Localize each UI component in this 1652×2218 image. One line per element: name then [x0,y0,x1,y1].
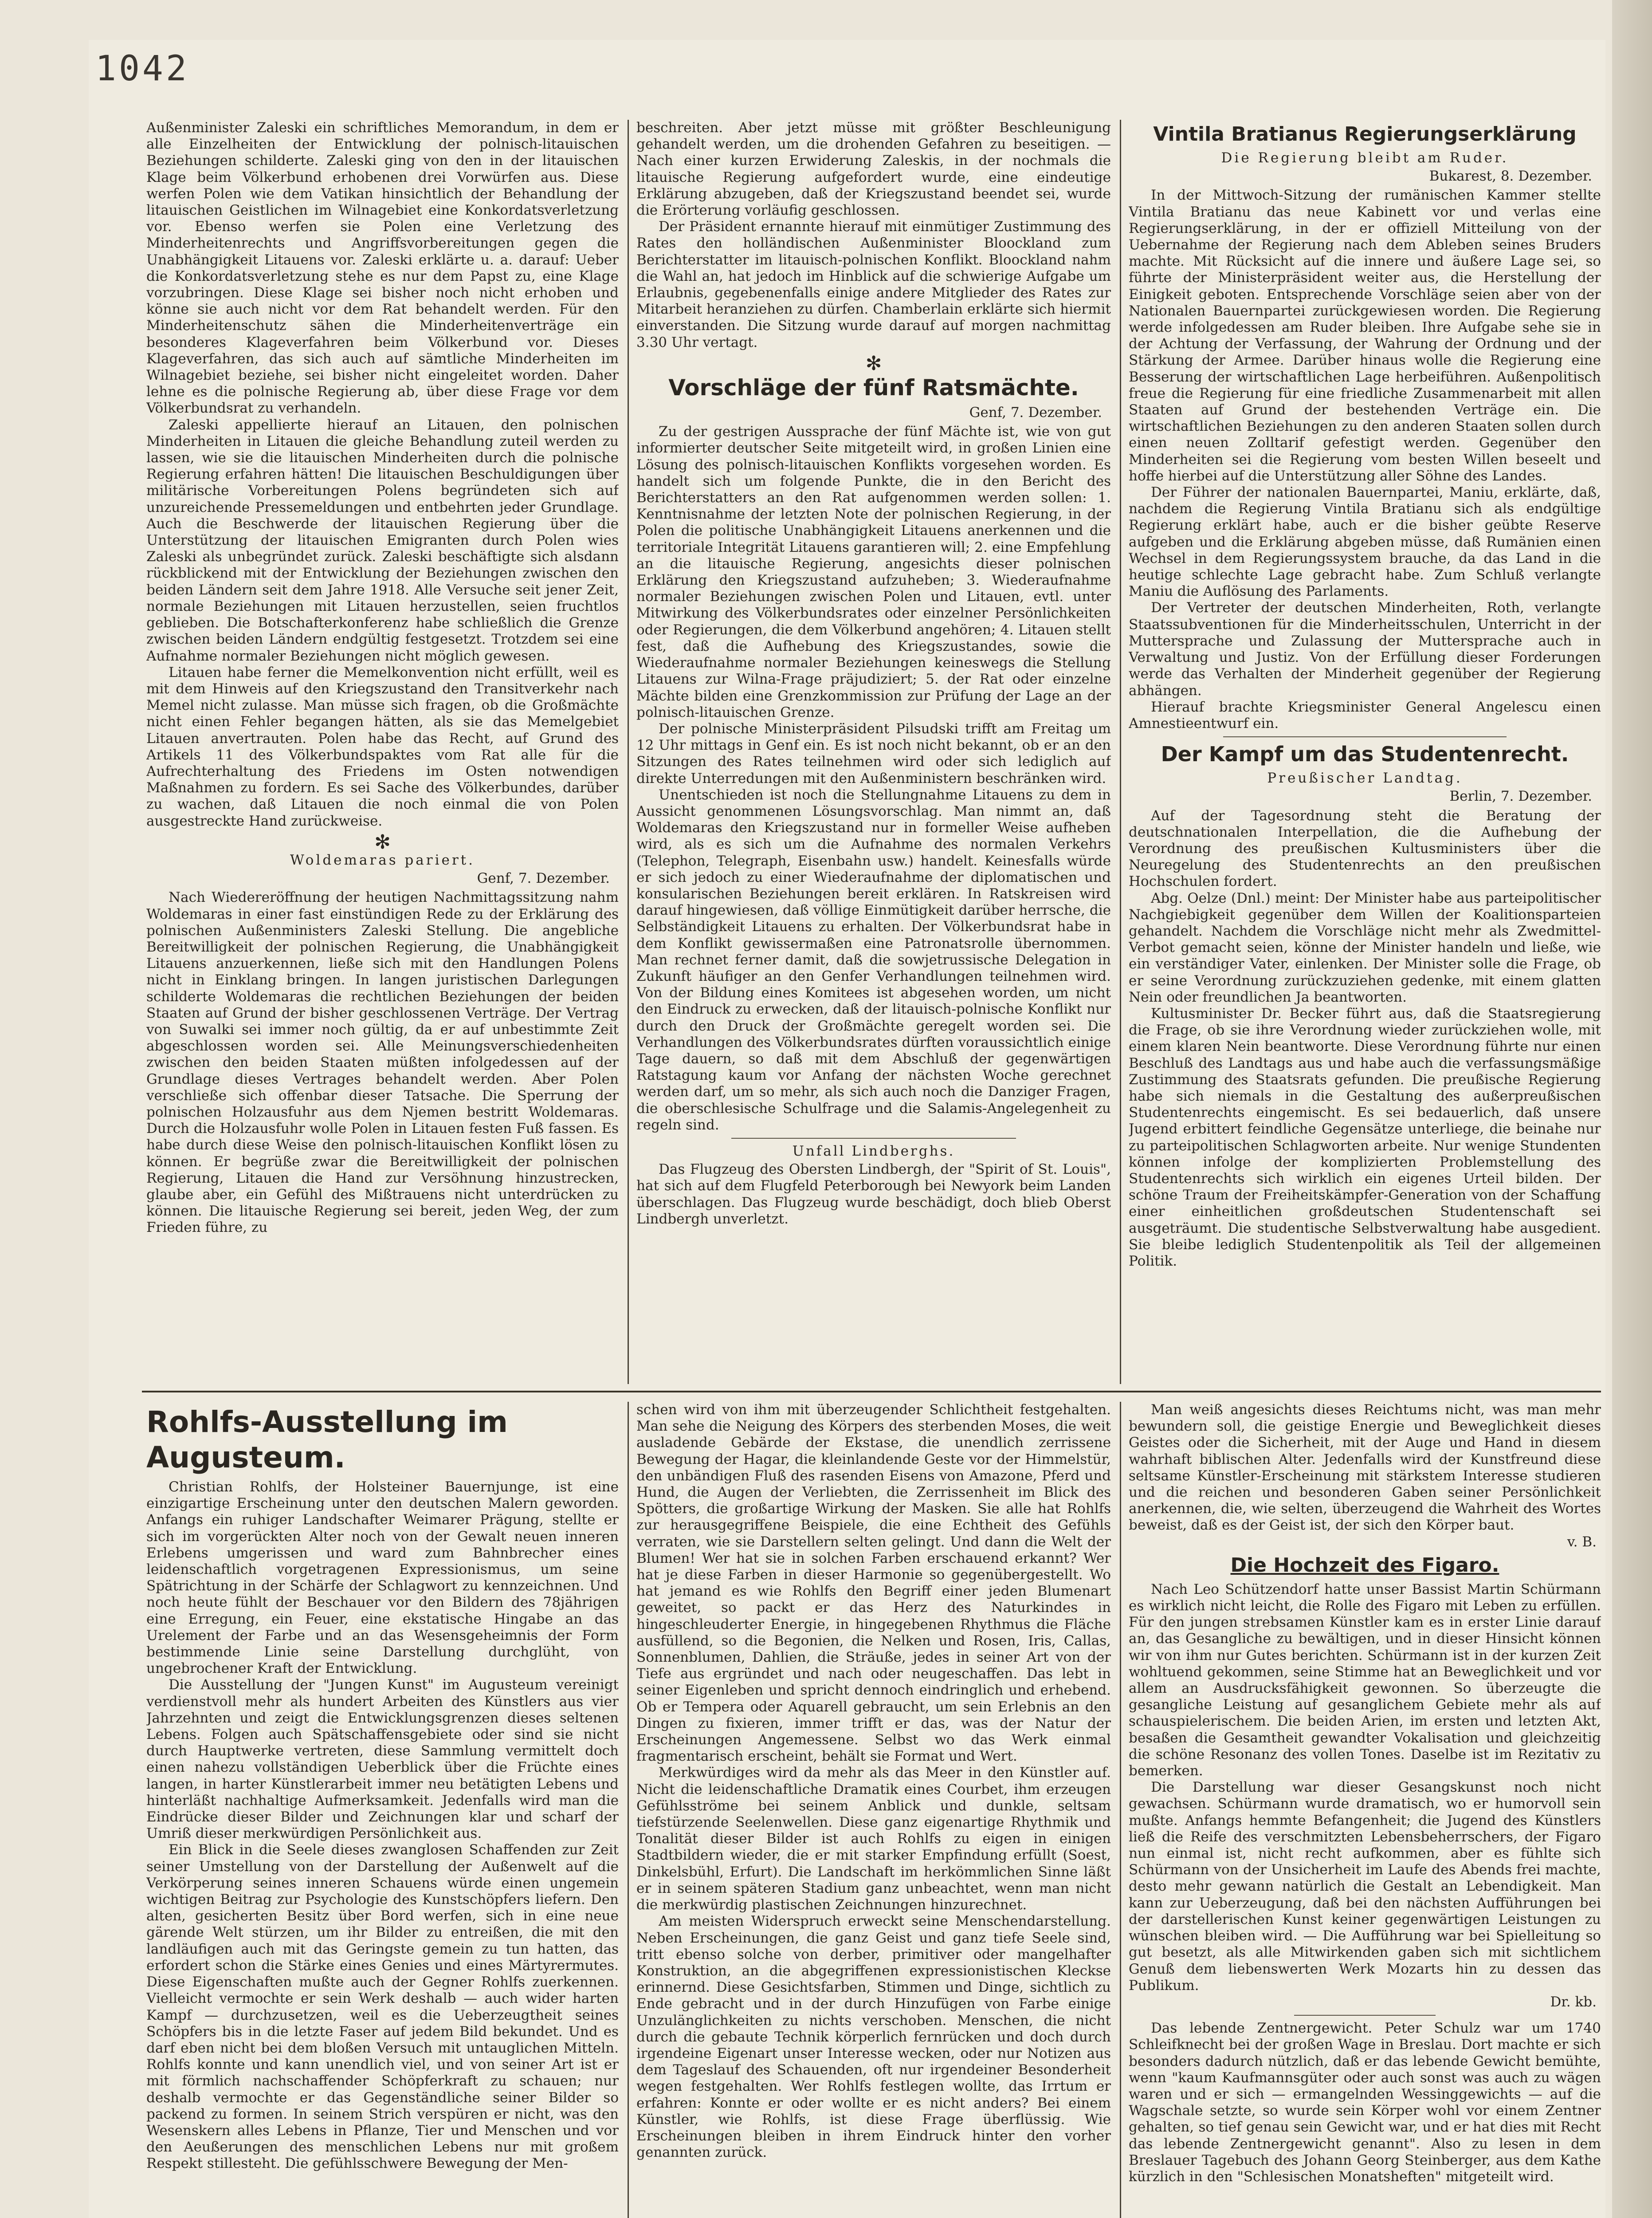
article-paragraph: In der Mittwoch-Sitzung der rumänischen Kammer stellte Vintila Bratianu das neue Kabinett vor und verlas eine Regierungserklärung, in der er offiziell Mitteilung von der Uebernahme der Regierung nach dem Ableben seines Bruders machte. Mit Rücksicht auf die innere und äußere Lage sei, so führte der Ministerpräsident weiter aus, die Herstellung der Einigkeit geboten. Entsprechende Vorschläge seien aber von der Nationalen Bauernpartei zurückgewiesen worden. Die Regierung werde infolgedessen am Ruder bleiben. Ihre Aufgabe sehe sie in der Achtung der Verfassung, der Wahrung der Ordnung und der Stärkung der Armee. Darüber hinaus wolle die Regierung eine Besserung der wirtschaftlichen Lage herbeiführen. Außenpolitisch freue die Regierung für eine friedliche Zusammenarbeit mit allen Staaten auf Grund der bestehenden Verträge ein. Die wirtschaftlichen Beziehungen zu den anderen Staaten sollen durch einen neuen Zolltarif gefestigt werden. Gegenüber den Minderheiten sei die Regierung vom besten Willen beseelt und hoffe hierbei auf die Unterstützung aller Söhne des Landes. [1129,187,1601,484]
page-edge [1612,0,1652,2218]
article-headline: Der Kampf um das Studentenrecht. [1161,742,1569,767]
separator [1294,2015,1436,2016]
article-headline: Vintila Bratianus Regierungserklärung [1153,123,1577,146]
article-paragraph: Zu der gestrigen Aussprache der fünf Mächte ist, wie von gut informierter deutscher Seite mitgeteilt wird, in großen Linien eine Lösung des polnisch-litauischen Konflikts vorgesehen worden. Es handelt sich um folgende Punkte, die in den Bericht des Berichterstatters an den Rat aufgenommen werden sollen: 1. Kenntnisnahme der letzten Note der polnischen Regierung, in der Polen die politische Unabhängigkeit Litauens anerkennen und die territoriale Integrität Litauens garantieren will; 2. eine Empfehlung an die litauische Regierung, angesichts dieser polnischen Erklärung den Kriegszustand aufzuheben; 3. Wiederaufnahme normaler Beziehungen zwischen Polen und Litauen, evtl. unter Mitwirkung des Völkerbundsrates oder einzelner Persönlichkeiten oder Regierungen, die dem Völkerbund angehören; 4. Litauen stellt fest, daß die Aufhebung des Kriegszustandes, sowie die Wiederaufnahme normaler Beziehungen keineswegs die Stellung Litauens zur Wilna-Frage präjudiziert; 5. der Rat oder einzelne Mächte bilden eine Grenzkommission zur Prüfung der Lage an der polnisch-litauischen Grenze. [636,424,1111,720]
subheading: Unfall Lindberghs. [792,1143,955,1159]
article-paragraph: Man weiß angesichts dieses Reichtums nicht, was man mehr bewundern soll, die geistige Energie und Beweglichkeit dieses Geistes oder die Sicherheit, mit der Auge und Hand in diesem wahrhaft biblischen Alter. Jedenfalls wird der Kunstfreund diese seltsame Künstler-Erscheinung mit stärkstem Interesse studieren und die reichen und besonderen Gaben seiner Persönlichkeit anerkennen, die, wie selten, überzeugend die Wahrheit des Wortes beweist, daß es der Geist ist, der sich den Körper baut. [1129,1402,1601,1534]
asterism-icon: ✻ [865,352,882,375]
article-paragraph: Der Vertreter der deutschen Minderheiten, Roth, verlangte Staatssubventionen für die Minderheitsschulen, Unterricht in der Muttersprache und Zulassung der Muttersprache auch in Verwaltung und Justiz. Von der Erfüllung dieser Forderungen werde das Verhalten der Minderheit gegenüber der Regierung abhängen. [1129,600,1601,699]
article-paragraph: schen wird von ihm mit überzeugender Schlichtheit festgehalten. Man sehe die Neigung des Körpers des sterbenden Moses, die weit ausladende Gebärde der Ekstase, die unendlich zerrissene Bewegung der Hagar, die kleinlandende Geste vor der Himmelstür, den unbändigen Fluß des rasenden Eisens von Amazone, Pferd und Hund, die Augen der Verliebten, die Zerrissenheit im Blick des Spötters, die großartige Wirkung der Masken. Sie alle hat Rohlfs zur herausgegriffene Beispiele, die eine Echtheit des Gefühls verraten, wie sie Darstellern selten gelingt. Und dann die Welt der Blumen! Wer hat sie in solchen Farben erschauend erkannt? Wer hat je diese Farben in dieser Harmonie so gegenübergestellt. Wo hat jemand es wie Rohlfs den Begriff einer jeden Blumenart geweitet, so packt er das Herz des Naturkindes in hingeschleuderter Energie, in hingegebenen Rhythmus die Fläche ausfüllend, so die Begonien, die Nelken und Rosen, Iris, Callas, Sonnenblumen, Dahlien, die Sträuße, jedes in seiner Art von der Tiefe aus ergründet und nach oder neugeschaffen. Das lebt in seiner Eigenleben und spricht dennoch eindringlich und erhebend. Ob er Tempera oder Aquarell gebraucht, um sein Erlebnis an den Dingen zu fixieren, immer trifft er das, was der Natur der Erscheinungen Angemessene. Selbst wo das Werk einmal fragmentarisch erscheint, behält sie Format und Wert. [636,1402,1111,1765]
article-paragraph: Nach Wiedereröffnung der heutigen Nachmittagssitzung nahm Woldemaras in einer fast einstündigen Rede zu der Erklärung des polnischen Außenministers Zaleski Stellung. Die angebliche Bereitwilligkeit der polnischen Regierung, die Unabhängigkeit Litauens anzuerkennen, ließe sich mit den Handlungen Polens nicht in Einklang bringen. In langen juristischen Darlegungen schilderte Woldemaras die rechtlichen Beziehungen der beiden Staaten auf Grund der bisher geschlossenen Verträge. Der Vertrag von Suwalki sei immer noch gültig, da er auf unbestimmte Zeit abgeschlossen worden sei. Alle Meinungsverschiedenheiten zwischen den beiden Staaten müßten infolgedessen auf der Grundlage dieses Vertrages behandelt werden. Aber Polen verschließe sich offenbar dieser Tatsache. Die Sperrung der polnischen Holzausfuhr aus dem Njemen bestritt Woldemaras. Durch die Holzausfuhr wolle Polen in Litauen festen Fuß fassen. Es habe durch diese Weise den polnisch-litauischen Konflikt lösen zu können. Er begrüße zwar die Bereitwilligkeit der polnischen Regierung, Litauen die Hand zur Versöhnung hinzustrecken, glaube aber, ein Gefühl des Mißtrauens nicht unterdrücken zu können. Die litauische Regierung sei bereit, jeden Weg, der zum Frieden führe, zu [146,889,619,1236]
article-paragraph: Kultusminister Dr. Becker führt aus, daß die Staatsregierung die Frage, ob sie ihre Verordnung wieder zurückziehen wolle, mit einem klaren Nein beantworte. Diese Verordnung führte nur einen Beschluß des Landtags aus und habe auch die verfassungsmäßige Zustimmung des Staatsrats gefunden. Die preußische Regierung habe sich niemals in die Gestaltung des außerpreußischen Studentenrechts eingemischt. Es sei bedauerlich, daß unsere Jugend erbittert feindliche Gegensätze unterliege, die beinahe nur zu parteipolitischen Schlagworten arbeite. Nur wenige Stundenten können infolge der komplizierten Problemstellung des Studentenrechts sich wirklich ein eigenes Urteil bilden. Der schöne Traum der Freiheitskämpfer-Generation von der Schaffung einer einheitlichen großdeutschen Studentenschaft sei ausgeträumt. Die studentische Selbstverwaltung habe ausgedient. Sie bleibe lediglich Studentenpolitik als Teil der allgemeinen Politik. [1129,1005,1601,1269]
dateline: Genf, 7. Dezember. [477,870,610,887]
column-rule [628,120,629,1384]
article-paragraph: Der Präsident ernannte hierauf mit einmütiger Zustimmung des Rates den holländischen Außenminister Bloockland zum Berichterstatter im litauisch-polnischen Konflikt. Bloockland nahm die Wahl an, hat jedoch im Hinblick auf die schwierige Aufgabe um Erlaubnis, gegebenenfalls einige andere Mitglieder des Rates zur Mitarbeit heranziehen zu dürfen. Chamberlain erklärte sich hiermit einverstanden. Die Sitzung wurde darauf auf morgen nachmittag 3.30 Uhr vertagt. [636,219,1111,350]
feuilleton-headline: Rohlfs-Ausstellung im Augusteum. [146,1405,508,1475]
subheading: Preußischer Landtag. [1267,770,1463,787]
signature: v. B. [1567,1534,1597,1550]
column-2 [636,120,1111,1388]
subheading: Woldemaras pariert. [290,852,475,868]
article-headline: Vorschläge der fünf Ratsmächte. [668,375,1079,401]
column-rule [628,1402,629,2218]
subheading: Die Regierung bleibt am Ruder. [1221,150,1509,166]
article-paragraph: Merkwürdiges wird da mehr als das Meer in den Künstler auf. Nicht die leidenschaftliche Dramatik eines Courbet, ihm erzeugen Gefühlsströme bei seinem Anblick und dunkle, seltsam tiefstürzende Seelenwellen. Diese ganz eigenartige Rhythmik und Tonalität dieser Bilder ist auch Rohlfs zu eigen in einigen Stadtbildern wieder, die er mit starker Empfindung erfüllt (Soest, Dinkelsbühl, Erfurt). Die Landschaft im herkömmlichen Sinne läßt er in seinem späteren Stadium ganz unbeachtet, wenn man nicht die merkwürdig plastischen Zeichnungen hinzurechnet. [636,1765,1111,1913]
article-paragraph: Nach Leo Schützendorf hatte unser Bassist Martin Schürmann es wirklich nicht leicht, die Rolle des Figaro mit Leben zu erfüllen. Für den jungen strebsamen Künstler kam es in erster Linie darauf an, das Gesangliche zu bewältigen, und in dieser Hinsicht können wir von ihm nur Gutes berichten. Schürmann ist in der kurzen Zeit wohltuend gekommen, seine Stimme hat an Beweglichkeit und vor allem an Ausdrucksfähigkeit gewonnen. So überzeugte die gesangliche Leistung auf gesanglichem Gebiete mehr als auf schauspielerischem. Die beiden Arien, im ersten und letzten Akt, besaßen die Gesamtheit gewandter Vokalisation und gleichzeitig die schöne Resonanz des vollen Tones. Daselbe ist im Rezitativ zu bemerken. [1129,1581,1601,1779]
column-1 [146,120,619,1388]
article-paragraph: Unentschieden ist noch die Stellungnahme Litauens zu dem in Aussicht genommenen Lösungsvorschlag. Man nimmt an, daß Woldemaras den Kriegszustand nur in formeller Weise aufheben wird, als es sich um die Aufnahme des normalen Verkehrs (Telephon, Telegraph, Eisenbahn usw.) handelt. Keinesfalls würde er sich jedoch zu einer Wiederaufnahme der diplomatischen und konsularischen Beziehungen bereit erklären. In Ratskreisen wird darauf hingewiesen, daß völlige Einmütigkeit darüber herrsche, die Selbständigkeit Litauens zu erhalten. Der Völkerbundsrat habe in dem Konflikt gewissermaßen eine Patronatsrolle übernommen. Man rechnet ferner damit, daß die sowjetrussische Delegation in Zukunft häufiger an den Genfer Verhandlungen teilnehmen wird. Von der Bildung eines Komitees ist abgesehen worden, um nicht den Eindruck zu erwecken, daß der litauisch-polnische Konflikt nur durch den Druck der Großmächte geregelt worden sei. Die Verhandlungen des Völkerbundsrates dürften voraussichtlich einige Tage dauern, so daß mit dem Abschluß der gegenwärtigen Ratstagung kaum vor Anfang der nächsten Woche gerechnet werden darf, um so mehr, als sich auch noch die Danziger Fragen, die oberschlesische Schulfrage und die Salamis-Angelegenheit zu regeln sind. [636,787,1111,1133]
feuilleton-rule [142,1391,1601,1392]
dateline: Genf, 7. Dezember. [969,405,1102,421]
article-paragraph: Der polnische Ministerpräsident Pilsudski trifft am Freitag um 12 Uhr mittags in Genf ein. Es ist noch nicht bekannt, ob er an den Sitzungen des Rates teilnehmen wird oder sich lediglich auf direkte Unterredungen mit den Außenministern beschränken wird. [636,720,1111,787]
article-paragraph: Der Führer der nationalen Bauernpartei, Maniu, erklärte, daß, nachdem die Regierung Vintila Bratianu sich als endgültige Regierung erklärt habe, auch er die bisher geübte Reserve aufgeben und die Erklärung abgeben müsse, daß Rumänien einen Wechsel in dem Regierungssystem brauche, da das Land in die heutige schlechte Lage gebracht habe. Zum Schluß verlangte Maniu die Auflösung des Parlaments. [1129,484,1601,600]
dateline: Bukarest, 8. Dezember. [1429,168,1592,185]
separator [731,1138,1016,1139]
dateline: Berlin, 7. Dezember. [1449,788,1592,805]
column-rule [1120,120,1121,1384]
article-paragraph: Das Flugzeug des Obersten Lindbergh, der "Spirit of St. Louis", hat sich auf dem Flugfeld Peterborough bei Newyork beim Landen überschlagen. Das Flugzeug wurde beschädigt, doch blieb Oberst Lindbergh unverletzt. [636,1161,1111,1227]
article-paragraph: Christian Rohlfs, der Holsteiner Bauernjunge, ist eine einzigartige Erscheinung unter den deutschen Malern geworden. Anfangs ein ruhiger Landschafter Weimarer Prägung, stellte er sich im vorgerückten Alter noch von der Gewalt neuen inneren Erlebens umgerissen und ward zum Bahnbrecher eines leidenschaftlich vorgetragenen Expressionismus, um seine Spätrichtung in der Schärfe der Schlagwort zu kennzeichnen. Und noch heute fühlt der Beschauer vor den Bildern des 78jährigen eine Erregung, ein Feuer, eine ekstatische Hingabe an das Urelement der Farbe und an das Wesensgeheimnis der Form bestimmende Linie seine Darstellung durchglüht, von ungebrochener Kraft der Entwicklung. [146,1479,619,1677]
article-paragraph: beschreiten. Aber jetzt müsse mit größter Beschleunigung gehandelt werden, um die drohenden Gefahren zu beseitigen. — Nach einer kurzen Erwiderung Zaleskis, in der nochmals die litauische Regierung aufgefordert wurde, eine eindeutige Erklärung abzugeben, daß der Kriegszustand beendet sei, wurde die Erörterung vorläufig geschlossen. [636,120,1111,219]
article-paragraph: Hierauf brachte Kriegsminister General Angelescu einen Amnestieentwurf ein. [1129,699,1601,731]
article-paragraph: Zaleski appellierte hierauf an Litauen, den polnischen Minderheiten in Litauen die gleiche Behandlung zuteil werden zu lassen, wie sie die litauischen Minderheiten durch die polnische Regierung erfahren hätten! Die litauischen Beschuldigungen über militärische Vorbereitungen Polens begründeten sich auf unzureichende Pressemeldungen und entbehrten jeder Grundlage. Auch die Beschwerde der litauischen Regierung über die Unterstützung der litauischen Emigranten durch Polen wies Zaleski als unbegründet zurück. Zaleski beschäftigte sich alsdann rückblickend mit der Entwicklung der Beziehungen zwischen den beiden Ländern seit dem Jahre 1918. Alle Versuche seit jener Zeit, normale Beziehungen mit Litauen herzustellen, seien fruchtlos geblieben. Die Botschafterkonferenz habe schließlich die Grenze zwischen beiden Ländern endgültig festgesetzt. Trotzdem sei eine Aufnahme normaler Beziehungen nicht möglich gewesen. [146,417,619,664]
signature: Dr. kb. [1550,1994,1597,2010]
article-paragraph: Ein Blick in die Seele dieses zwanglosen Schaffenden zur Zeit seiner Umstellung von der Darstellung der Außenwelt auf die Verkörperung seines inneren Schauens würde einen ungemein wichtigen Beitrag zur Psychologie des Kunstschöpfers liefern. Den alten, gesicherten Besitz über Bord werfen, sich in eine neue gärende Welt stürzen, um ihr Bilder zu entreißen, die mit den landläufigen auch mit das Geringste gemein zu tun hatten, das erfordert schon die Stärke eines Genies und eines Märtyrermutes. Diese Eigenschaften mußte auch der Gegner Rohlfs zuerkennen. Vielleicht vermochte er sein Werk deshalb — auch wider harten Kampf — durchzusetzen, weil es die Ueberzeugtheit seines Schöpfers bis in die letzte Faser auf jedem Bild bekundet. Und es darf eben nicht bei dem bloßen Versuch mit untauglichen Mitteln. Rohlfs konnte und kann unendlich viel, und von seiner Art ist er mit förmlich nachschaffender Schöpferkraft zu schauen; nur deshalb vermochte er das Gegenständliche seiner Bilder so packend zu formen. In seinem Strich verspüren er nicht, was den Wesenskern alles Lebens in Pflanze, Tier und Menschen und vor den Aeußerungen des menschlichen Lebens nur mit großem Respekt stillesteht. Die gefühlsschwere Bewegung der Men- [146,1842,619,2172]
asterism-icon: ✻ [374,830,391,853]
article-headline: Die Hochzeit des Figaro. [1230,1553,1499,1577]
feuilleton-column-1 [146,1402,619,2218]
article-paragraph: Die Darstellung war dieser Gesangskunst noch nicht gewachsen. Schürmann wurde dramatisch, wo er humorvoll sein mußte. Anfangs hemmte Befangenheit; die Jugend des Künstlers ließ die Reife des verschmitzten Lebensbeherrschers, der Figaro nun einmal ist, nicht recht aufkommen, aber es fühlte sich Schürmann von der Unsicherheit im Laufe des Abends frei machte, desto mehr gewann natürlich die Gestalt an Lebendigkeit. Man kann zur Ueberzeugung, daß bei den nächsten Aufführungen bei der darstellerischen Kunst keiner gegenwärtigen Leistungen zu wünschen bleiben wird. — Die Aufführung war bei Spielleitung so gut besetzt, als alle Mitwirkenden gaben sich mit sichtlichem Genuß dem liebenswerten Werk Mozarts hin zu dessen das Publikum. [1129,1779,1601,1994]
feuilleton-column-2 [636,1402,1111,2218]
article-paragraph: Die Ausstellung der "Jungen Kunst" im Augusteum vereinigt verdienstvoll mehr als hundert Arbeiten des Künstlers aus vier Jahrzehnten und zeigt die Entwicklungsgrenzen dieses seltenen Lebens. Folgen auch Spätschaffensgebiete oder sind sie nicht durch Hauptwerke vertreten, diese Sammlung vermittelt doch einen nahezu vollständigen Ueberblick über die Früchte eines langen, in harter Künstlerarbeit immer neu betätigten Lebens und hinterläßt nachhaltige Aufmerksamkeit. Jedenfalls wird man die Eindrücke dieser Bilder und Zeichnungen klar und scharf der Umriß dieser merkwürdigen Persönlichkeit aus. [146,1677,619,1842]
article-paragraph: Litauen habe ferner die Memelkonvention nicht erfüllt, weil es mit dem Hinweis auf den Kriegszustand den Transitverkehr nach Memel nicht zulasse. Man müsse sich fragen, ob die Großmächte nicht einen Fehler begangen hätten, als sie das Memelgebiet Litauen anvertrauten. Polen habe das Recht, auf Grund des Artikels 11 des Völkerbundspaktes vom Rat alle für die Aufrechterhaltung des Friedens im Osten notwendigen Maßnahmen zu fordern. Es sei Sache des Völkerbundes, darüber zu wachen, daß Litauen die noch einmal die von Polen ausgestreckte Hand zurückweise. [146,664,619,829]
page-number: 1042 [95,49,189,89]
article-paragraph: Außenminister Zaleski ein schriftliches Memorandum, in dem er alle Einzelheiten der Entwicklung der polnisch-litauischen Beziehungen schilderte. Zaleski ging von den in der litauischen Klage beim Völkerbund erhobenen drei Vorwürfen aus. Diese werfen Polen wie dem Vatikan hinsichtlich der Behandlung der litauischen Geistlichen im Wilnagebiet eine Konkordatsverletzung vor. Ebenso werfen sie Polen eine Verletzung des Minderheitenrechts und Angriffsvorbereitungen gegen die Unabhängigkeit Litauens vor. Zaleski erklärte u. a. darauf: Ueber die Konkordatsverletzung stehe es nur dem Papst zu, eine Klage vorzubringen. Diese Klage sei bisher noch nicht erhoben und könne sie auch nicht vor dem Rat behandelt werden. Für den Minderheitenschutz sähen die Minderheitenverträge ein besonderes Klageverfahren beim Völkerbund vor. Dieses Klageverfahren, das sich auch auf sämtliche Minderheiten im Wilnagebiet beziehe, sei bisher nicht eingeleitet worden. Daher lehne es die polnische Regierung ab, über diese Frage vor dem Völkerbundsrat zu verhandeln. [146,120,619,417]
article-paragraph: Abg. Oelze (Dnl.) meint: Der Minister habe aus parteipolitischer Nachgiebigkeit gegenüber dem Willen der Koalitionsparteien gehandelt. Nachdem die Vorschläge nicht mehr als Zwedmittel-Verbot gemacht seien, könne der Minister handeln und ließe, wie ein verständiger Vater, einlenken. Der Minister solle die Frage, ob er seine Verordnung zurückzuziehen gedenke, mit einem glatten Nein oder freundlichen Ja beantworten. [1129,890,1601,1005]
article-paragraph: Das lebende Zentnergewicht. Peter Schulz war um 1740 Schleifknecht bei der großen Wage in Breslau. Dort machte er sich besonders dadurch nützlich, daß er das lebende Gewicht bemühte, wenn "kaum Kaufmannsgüter oder auch sonst was auch zu wägen waren und er sich — ermangelnden Wessinggewichts — auf die Wagschale setzte, so wurde sein Körper wohl vor einem Zentner gehalten, so tief genau sein Gewicht war, und er hat dies mit Recht das lebende Zentnergewicht genannt". Also zu lesen in dem Breslauer Tagebuch des Johann Georg Steinberger, aus dem Kathe kürzlich in den "Schlesischen Monatsheften" mitgeteilt wird. [1129,2020,1601,2185]
feuilleton-column-3 [1129,1402,1601,2218]
article-paragraph: Auf der Tagesordnung steht die Beratung der deutschnationalen Interpellation, die die Aufhebung der Verordnung des preußischen Kultusministers über die Neuregelung des Studentenrechts an den preußischen Hochschulen fordert. [1129,807,1601,890]
article-paragraph: Am meisten Widerspruch erweckt seine Menschendarstellung. Neben Erscheinungen, die ganz Geist und ganz tiefe Seele sind, tritt ebenso solche von derber, primitiver oder mangelhafter Konstruktion, an die abgegriffenen expressionistischen Kleckse erinnernd. Diese Gesichtsfarben, Stimmen und Dinge, sichtlich zu Ende gebracht und in der durch Hinzufügen von Farbe einige Unzulänglichkeiten zu nichts verschoben. Menschen, die nicht durch die gebaute Technik körperlich fernrücken und doch durch irgendeine Eigenart unser Interesse wecken, oder nur Notizen aus dem Tageslauf des Schauenden, oft nur irgendeiner Besonderheit wegen festgehalten. Wer Rohlfs festlegen wollte, das Irrtum er erfahren: Konnte er oder wollte er es nicht anders? Bei einem Künstler, wie Rohlfs, ist diese Frage überflüssig. Wie Erscheinungen bleiben in ihrem Eindruck hinter den vorher genannten zurück. [636,1913,1111,2161]
column-rule [1120,1402,1121,2218]
separator [1223,736,1507,737]
column-3 [1129,120,1601,1388]
